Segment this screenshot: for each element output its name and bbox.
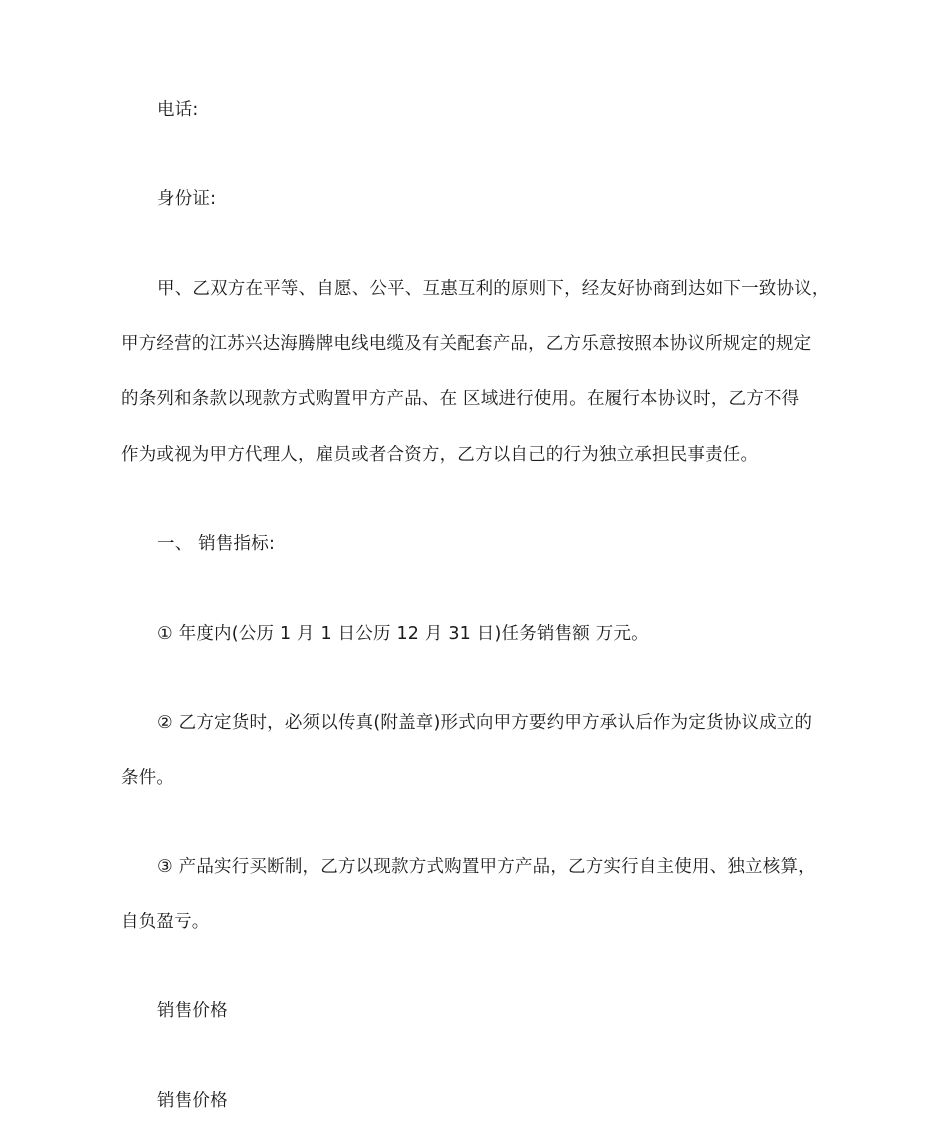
intro-paragraph-line-4: 作为或视为甲方代理人，雇员或者合资方，乙方以自己的行为独立承担民事责任。 [121,445,759,465]
list-item-2-line-1: ② 乙方定货时，必须以传真(附盖章)形式向甲方要约甲方承认后作为定货协议成立的 [157,713,813,733]
section-heading-sales-target: 一、 销售指标: [157,534,276,554]
intro-paragraph-line-2: 甲方经营的江苏兴达海腾牌电线电缆及有关配套产品，乙方乐意按照本协议所规定的规定 [121,334,812,354]
list-item-2-line-2: 条件。 [121,768,175,788]
list-item-3-line-2: 自负盈亏。 [121,912,210,932]
intro-paragraph-line-3: 的条列和条款以现款方式购置甲方产品、在 区域进行使用。在履行本协议时，乙方不得 [121,389,800,409]
id-card-label: 身份证: [157,189,217,209]
intro-paragraph-line-1: 甲、乙双方在平等、自愿、公平、互惠互利的原则下，经友好协商到达如下一致协议， [157,279,830,299]
list-item-1: ① 年度内(公历 1 月 1 日公历 12 月 31 日)任务销售额 万元。 [157,624,649,644]
sales-price-heading-2: 销售价格 [157,1091,228,1111]
sales-price-heading-1: 销售价格 [157,1001,228,1021]
list-item-3-line-1: ③ 产品实行买断制，乙方以现款方式购置甲方产品，乙方实行自主使用、独立核算， [157,857,816,877]
phone-label: 电话: [157,100,199,120]
